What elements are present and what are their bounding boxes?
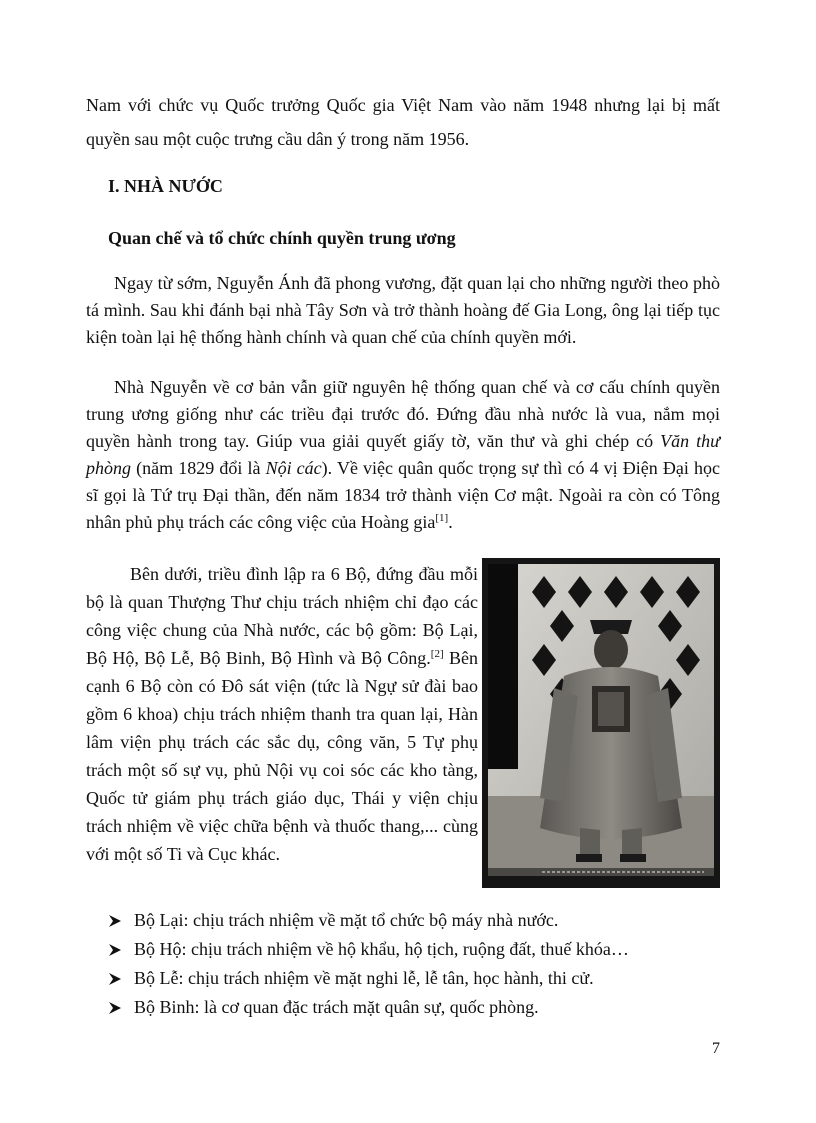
list-item-text: Bộ Binh: là cơ quan đặc trách mặt quân sự, quốc phòng. — [134, 997, 539, 1017]
paragraph-2-text-3: ). Về việc quân quốc trọng sự thì có 4 vị Điện Đại học sĩ gọi là Tứ trụ Đại thần, đến năm 1834 trở thành viện Cơ mật. Ngoài ra còn có Tông nhân phủ phụ trách các công việc của Hoàng gia — [86, 458, 720, 532]
arrow-bullet-icon — [108, 914, 122, 928]
arrow-bullet-icon — [108, 972, 122, 986]
subheading: Quan chế và tổ chức chính quyền trung ương — [108, 228, 456, 248]
list-item — [108, 935, 629, 964]
paragraph-2-italic-1: Văn thư phòng — [86, 431, 720, 478]
paragraph-3-text-2: Bên cạnh 6 Bộ còn có Đô sát viện (tức là Ngự sử đài bao gồm 6 khoa) chịu trách nhiệm thanh tra quan lại, Hàn lâm viện phụ trách các sắc dụ, công văn, 5 Tự phụ trách một số sự vụ, phủ Nội vụ coi sóc các kho tàng, Quốc tử giám phụ trách giáo dục, Thái y viện chịu trách nhiệm về việc chữa bệnh và thuốc thang,... cùng với một số Ti và Cục khác. — [86, 648, 478, 864]
mandarin-photo — [482, 558, 720, 888]
list-item-text: Bộ Lại: chịu trách nhiệm về mặt tổ chức bộ máy nhà nước. — [134, 910, 559, 930]
intro-paragraph: Nam với chức vụ Quốc trưởng Quốc gia Việt Nam vào năm 1948 nhưng lại bị mất quyền sau một cuộc trưng cầu dân ý trong năm 1956. — [86, 95, 720, 149]
footnote-ref-2[interactable]: [2] — [430, 648, 444, 660]
section-heading: I. NHÀ NƯỚC — [108, 176, 223, 196]
ministry-list — [108, 906, 629, 1022]
footnote-ref-1[interactable]: [1] — [435, 512, 449, 524]
paragraph-2-italic-2: Nội các — [265, 458, 322, 478]
list-item-text: Bộ Lễ: chịu trách nhiệm về mặt nghi lễ, lễ tân, học hành, thi cử. — [134, 968, 594, 988]
list-item — [108, 993, 629, 1022]
paragraph-3 — [86, 560, 478, 868]
paragraph-2-text-2: (năm 1829 đổi là — [131, 458, 266, 478]
mandarin-photo-image — [482, 558, 720, 888]
page-number: 7 — [712, 1040, 720, 1057]
arrow-bullet-icon — [108, 1001, 122, 1015]
list-item-text: Bộ Hộ: chịu trách nhiệm về hộ khẩu, hộ tịch, ruộng đất, thuế khóa… — [134, 939, 629, 959]
paragraph-2-text-1: Nhà Nguyễn về cơ bản vẫn giữ nguyên hệ thống quan chế và cơ cấu chính quyền trung ương giống như các triều đại trước đó. Đứng đầu nhà nước là vua, nắm mọi quyền hành trong tay. Giúp vua giải quyết giấy tờ, văn thư và ghi chép có — [86, 377, 720, 451]
paragraph-2-end: . — [448, 512, 453, 532]
arrow-bullet-icon — [108, 943, 122, 957]
list-item — [108, 906, 629, 935]
list-item — [108, 964, 629, 993]
paragraph-2 — [86, 374, 720, 536]
paragraph-1: Ngay từ sớm, Nguyễn Ánh đã phong vương, đặt quan lại cho những người theo phò tá mình. Sau khi đánh bại nhà Tây Sơn và trở thành hoàng đế Gia Long, ông lại tiếp tục kiện toàn lại hệ thống hành chính và quan chế của chính quyền mới. — [86, 273, 720, 347]
paragraph-3-text-1: Bên dưới, triều đình lập ra 6 Bộ, đứng đầu mỗi bộ là quan Thượng Thư chịu trách nhiệm chỉ đạo các công việc chung của Nhà nước, các bộ gồm: Bộ Lại, Bộ Hộ, Bộ Lễ, Bộ Binh, Bộ Hình và Bộ Công. — [86, 564, 478, 668]
